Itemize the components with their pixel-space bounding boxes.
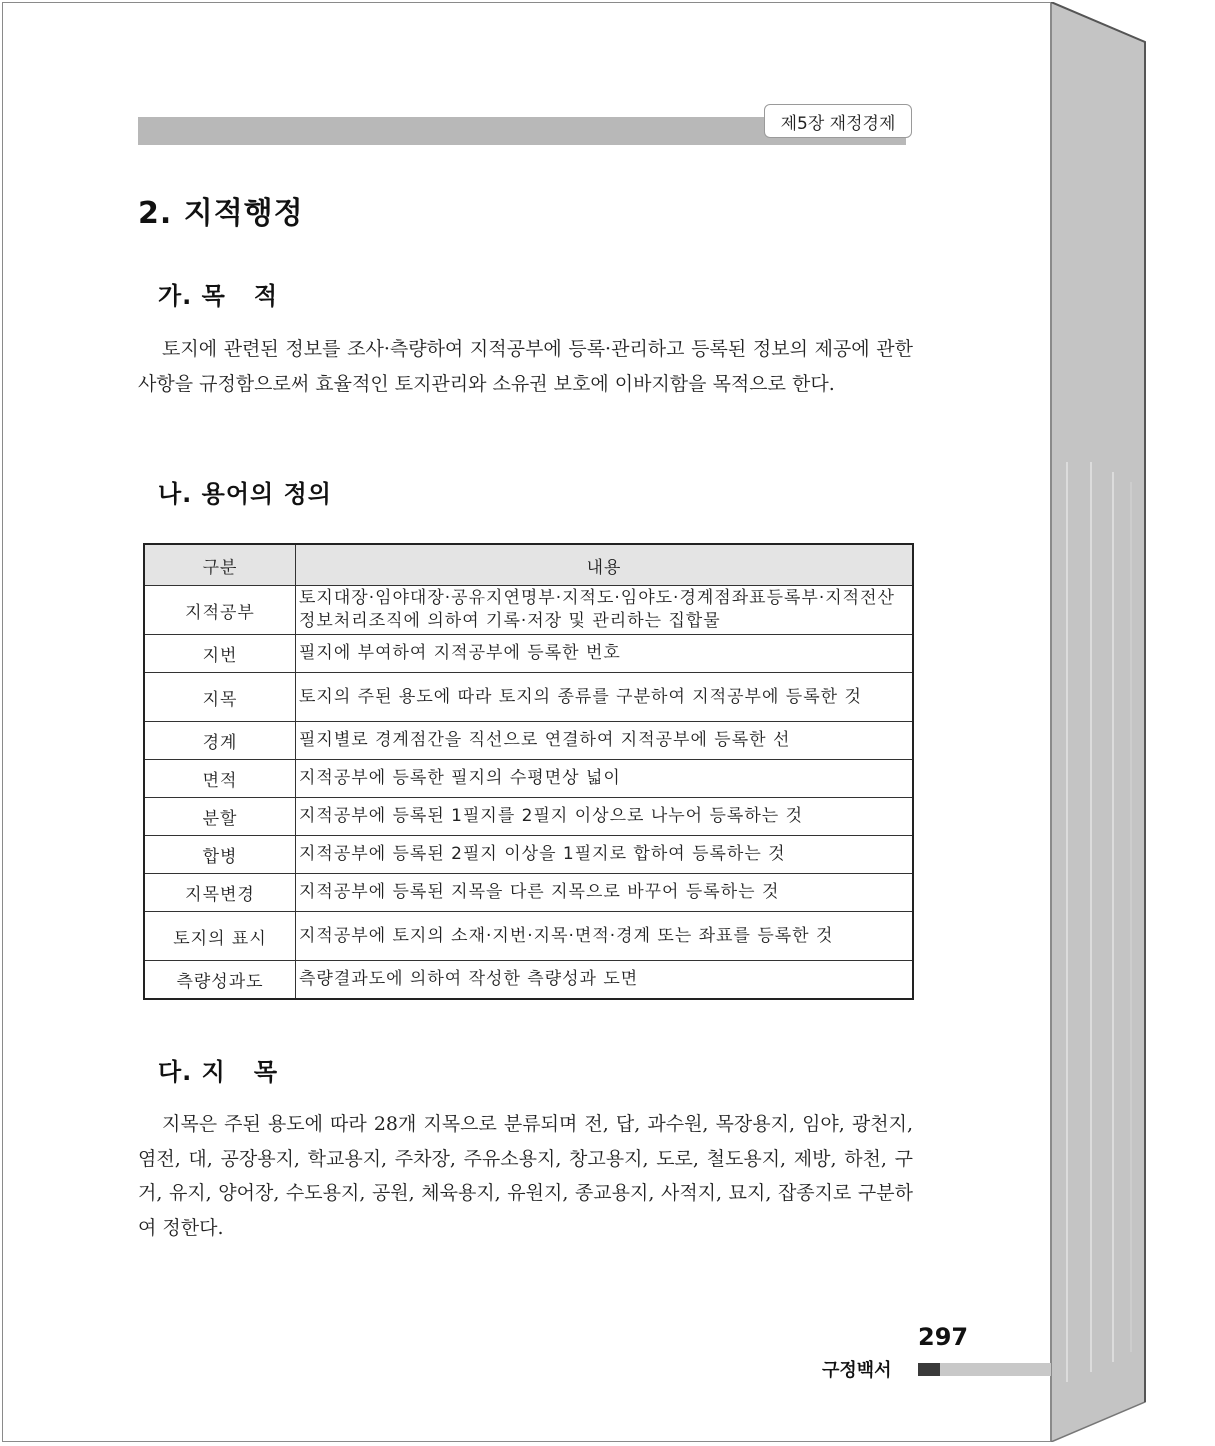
table-row	[144, 673, 913, 722]
definition-cell: 지적공부에 등록한 필지의 수평면상 넓이	[296, 760, 914, 798]
term-cell: 측량성과도	[144, 961, 296, 1000]
term-cell: 합병	[144, 836, 296, 874]
table-row	[144, 836, 913, 874]
table-row	[144, 635, 913, 673]
definition-cell: 지적공부에 등록된 2필지 이상을 1필지로 합하여 등록하는 것	[296, 836, 914, 874]
definition-cell: 지적공부에 토지의 소재·지번·지목·면적·경계 또는 좌표를 등록한 것	[296, 912, 914, 961]
definition-cell: 토지의 주된 용도에 따라 토지의 종류를 구분하여 지적공부에 등록한 것	[296, 673, 914, 722]
definition-cell: 필지별로 경계점간을 직선으로 연결하여 지적공부에 등록한 선	[296, 722, 914, 760]
footer-marker	[918, 1363, 940, 1376]
table-row	[144, 760, 913, 798]
term-cell: 지목변경	[144, 874, 296, 912]
table-row	[144, 912, 913, 961]
definition-cell: 토지대장·임야대장·공유지연명부·지적도·임야도·경계점좌표등록부·지적전산정보처리조직에 의하여 기록·저장 및 관리하는 집합물	[296, 586, 914, 635]
definition-cell: 지적공부에 등록된 지목을 다른 지목으로 바꾸어 등록하는 것	[296, 874, 914, 912]
table-row	[144, 798, 913, 836]
purpose-heading: 가. 목 적	[158, 282, 279, 310]
table-row	[144, 961, 913, 1000]
definitions-table	[143, 543, 914, 1000]
purpose-paragraph: 토지에 관련된 정보를 조사·측량하여 지적공부에 등록·관리하고 등록된 정보의 제공에 관한 사항을 규정함으로써 효율적인 토지관리와 소유권 보호에 이바지함을 목적으로 한다.	[138, 338, 913, 395]
term-cell: 지적공부	[144, 586, 296, 635]
term-cell: 경계	[144, 722, 296, 760]
chapter-label: 제5장 재정경제	[764, 104, 912, 138]
definition-cell: 측량결과도에 의하여 작성한 측량성과 도면	[296, 961, 914, 1000]
table-header-row	[144, 544, 913, 586]
land-category-paragraph: 지목은 주된 용도에 따라 28개 지목으로 분류되며 전, 답, 과수원, 목장용지, 임야, 광천지, 염전, 대, 공장용지, 학교용지, 주차장, 주유소용지, 창고용지, 도로, 철도용지, 제방, 하천, 구거, 유지, 양어장, 수도용지, 공원, 체육용지, 유원지, 종교용지, 사적지, 묘지, 잡종지로 구분하여 정한다.	[138, 1113, 913, 1239]
book-page-edges	[1051, 2, 1147, 1442]
term-cell: 분할	[144, 798, 296, 836]
section-title: 2. 지적행정	[138, 196, 304, 231]
term-cell: 지번	[144, 635, 296, 673]
book-title: 구정백서	[822, 1360, 892, 1381]
footer-bar	[940, 1363, 1051, 1376]
land-category-heading: 다. 지 목	[158, 1058, 279, 1086]
page-number: 297	[918, 1323, 969, 1351]
term-cell: 지목	[144, 673, 296, 722]
term-cell: 토지의 표시	[144, 912, 296, 961]
column-header-content: 내용	[296, 544, 914, 586]
definitions-heading: 나. 용어의 정의	[158, 480, 332, 508]
table-row	[144, 722, 913, 760]
term-cell: 면적	[144, 760, 296, 798]
column-header-term: 구분	[144, 544, 296, 586]
table-row	[144, 586, 913, 635]
definition-cell: 필지에 부여하여 지적공부에 등록한 번호	[296, 635, 914, 673]
table-row	[144, 874, 913, 912]
definition-cell: 지적공부에 등록된 1필지를 2필지 이상으로 나누어 등록하는 것	[296, 798, 914, 836]
